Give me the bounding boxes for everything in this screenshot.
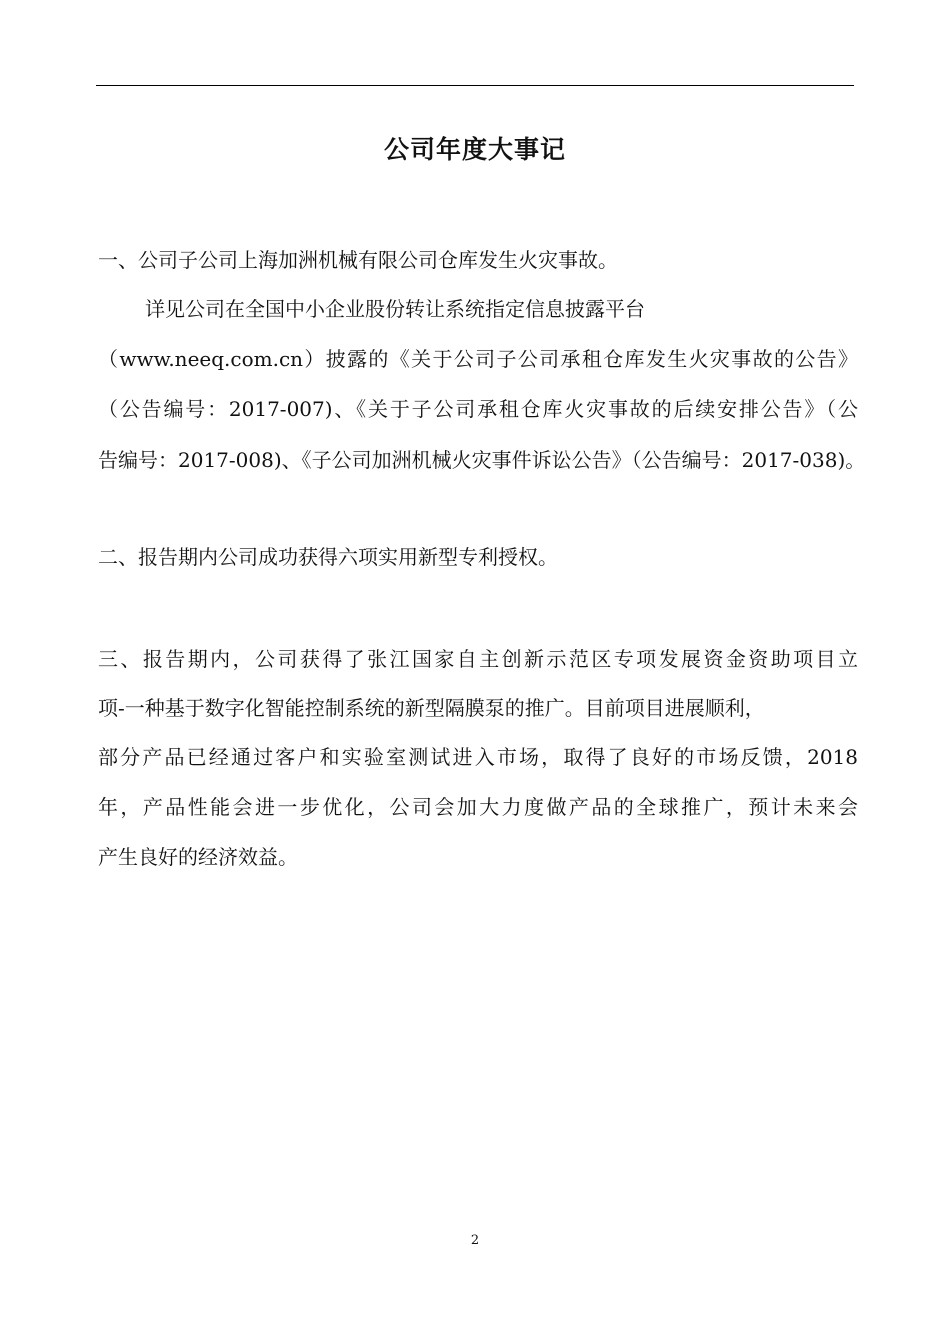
section1-line-3: （公告编号：2017-007)、《关于子公司承租仓库火灾事故的后续安排公告》（公 [98, 397, 858, 421]
section1-heading: 一、公司子公司上海加洲机械有限公司仓库发生火灾事故。 [98, 248, 618, 272]
page-number: 2 [470, 1233, 480, 1248]
section1-line-2: （www.neeq.com.cn）披露的《关于公司子公司承租仓库发生火灾事故的公告》 [98, 347, 858, 371]
section3-line-2: 项-一种基于数字化智能控制系统的新型隔膜泵的推广。目前项目进展顺利， [98, 696, 765, 720]
section3-line-4: 年，产品性能会进一步优化，公司会加大力度做产品的全球推广，预计未来会 [98, 795, 858, 819]
section2-heading: 二、报告期内公司成功获得六项实用新型专利授权。 [98, 545, 558, 569]
section1-line-1: 详见公司在全国中小企业股份转让系统指定信息披露平台 [145, 297, 645, 321]
section3-line-3: 部分产品已经通过客户和实验室测试进入市场，取得了良好的市场反馈，2018 [98, 745, 858, 769]
section3-line-1: 三、报告期内，公司获得了张江国家自主创新示范区专项发展资金资助项目立 [98, 647, 858, 671]
section3-line-5: 产生良好的经济效益。 [98, 845, 298, 869]
section1-line-4: 告编号：2017-008)、《子公司加洲机械火灾事件诉讼公告》（公告编号：2017-038)。 [98, 448, 866, 472]
page-title: 公司年度大事记 [383, 135, 566, 164]
header-rule [96, 85, 854, 86]
